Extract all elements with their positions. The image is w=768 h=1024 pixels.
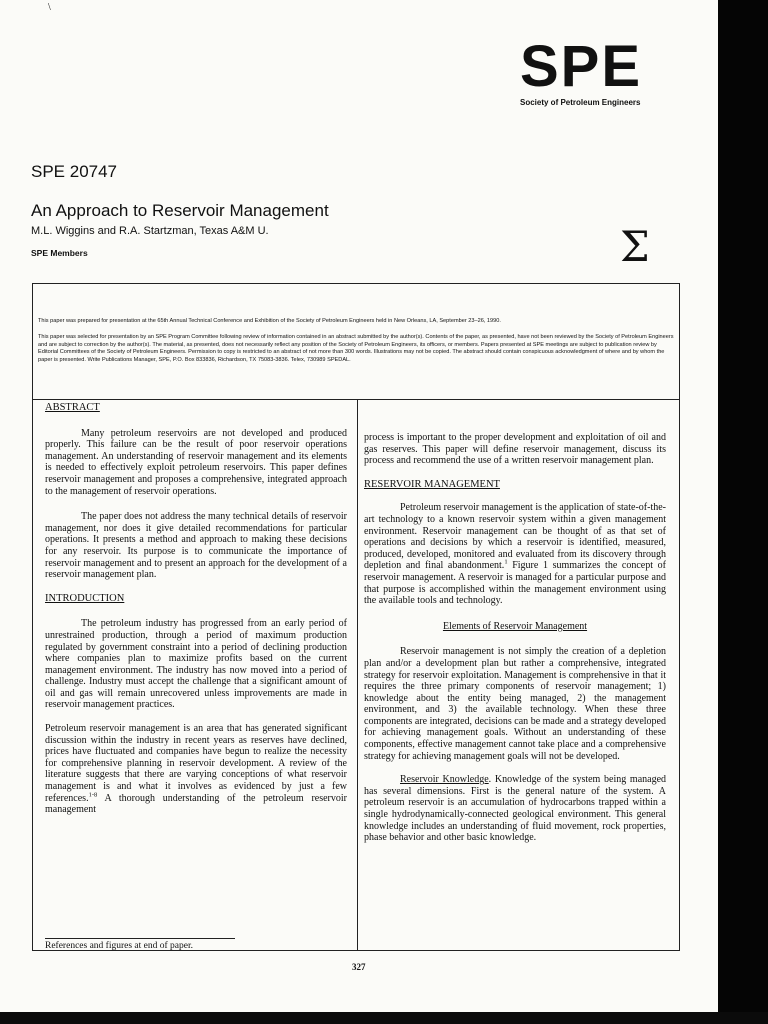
introduction-paragraph-1: The petroleum industry has progressed from an early period of unrestrained production, through a period of maximum production regulated by government constraint into a period of declining production where companies plan to maximize profits based on the current management environment. The industry has now moved into a period of challenge. Industry must accept the challenge that a significant amount of oil and gas will remain unrecovered unless improvements are made in reservoir management practices. — [45, 618, 347, 711]
elements-heading: Elements of Reservoir Management — [442, 620, 588, 632]
corner-mark: \ — [48, 2, 51, 13]
intro-p2-text: Petroleum reservoir management is an area that has generated significant discussion within the industry in recent years as reserves have declined, prices have fluctuated and companies have begun to realize the necessity for comprehensive planning in reservoir development. A review of the literature suggests that there are varying conceptions of what reservoir management is and what it involves as evidenced by just a few references. — [45, 723, 347, 804]
presentation-notice: This paper was prepared for presentation at the 65th Annual Technical Conference and Exhibition of the Society of Petroleum Engineers held in New Orleans, LA, September 23–26, 1990. — [38, 318, 501, 324]
page-number: 327 — [352, 962, 366, 972]
rm-p1-text: Petroleum reservoir management is the application of state-of-the-art technology to a known reservoir system within a given management environment. Reservoir management can be thought of as that set of operations and decisions by which a reservoir is identified, measured, produced, developed, monitored and evaluated from its discovery through depletion and final abandonment. — [364, 502, 666, 572]
elements-paragraph: Reservoir management is not simply the creation of a depletion plan and/or a development plan but rather a comprehensive, integrated strategy for reservoir exploitation. Management is comprehensive in that it requires the three primary components of reservoir management; 1) knowledge about the entity being managed, 2) the management environment, and 3) the available technology. When these three components are integrated, decisions can be made and a strategy developed for achieving management goals. Without an understanding of these components, effective management cannot take place and a comprehensive strategy for achieving management goals will not be developed. — [364, 646, 666, 762]
abstract-paragraph-1: Many petroleum reservoirs are not developed and produced properly. This failure can be the result of poor reservoir operations management. An understanding of reservoir management and its elements is needed to effectively exploit petroleum reservoirs. This paper defines reservoir management and proposes a comprehensive, integrated approach to the management of reservoir operations. — [45, 427, 347, 497]
reservoir-knowledge-paragraph — [364, 774, 666, 844]
reservoir-management-heading: RESERVOIR MANAGEMENT — [364, 478, 500, 490]
logo-subtitle: Society of Petroleum Engineers — [520, 98, 641, 107]
introduction-paragraph-2 — [45, 723, 347, 816]
reservoir-knowledge-heading: Reservoir Knowledge — [400, 774, 489, 786]
left-column — [45, 402, 347, 816]
sigma-icon: Σ — [620, 222, 650, 271]
paper-authors: M.L. Wiggins and R.A. Startzman, Texas A&M U. — [31, 225, 269, 237]
notice-divider — [32, 399, 680, 400]
paper-title: An Approach to Reservoir Management — [31, 201, 329, 220]
column-divider — [357, 399, 358, 951]
logo-text: SPE — [520, 34, 643, 99]
reservoir-management-paragraph — [364, 502, 666, 606]
footnote: References and figures at end of paper. — [45, 938, 235, 951]
paper-number: SPE 20747 — [31, 162, 118, 181]
rm-p1-tail: Figure 1 summarizes the concept of reservoir management. A reservoir is managed for a particular purpose and that purpose is accomplished within the management environment using the available tools and technology. — [364, 560, 666, 607]
copyright-notice: This paper was selected for presentation by an SPE Program Committee following review of information contained in an abstract submitted by the author(s). Contents of the paper, as presented, have not been reviewed by the Society of Petroleum Engineers and are subject to correction by the author(s). The material, as presented, does not necessarily reflect any position of the Society of Petroleum Engineers, its officers, or members. Papers presented at SPE meetings are subject to publication review by Editorial Committees of the Society of Petroleum Engineers. Permission to copy is restricted to an abstract of not more than 300 words. Illustrations may not be copied. The abstract should contain conspicuous acknowledgment of where and by whom the paper is presented. Write Publications Manager, SPE, P.O. Box 833836, Richardson, TX 75083-3836. Telex, 730989 SPEDAL. — [38, 334, 674, 363]
scan-dark-edge — [718, 0, 768, 1024]
scan-bottom-edge — [0, 1012, 768, 1024]
introduction-heading: INTRODUCTION — [45, 592, 125, 604]
intro-p2-tail: A thorough understanding of the petroleum reservoir management — [45, 792, 347, 816]
spe-logo — [520, 34, 670, 107]
reference-citation: 1 — [504, 559, 508, 567]
continuation-paragraph: process is important to the proper development and exploitation of oil and gas reserves. This paper will define reservoir management, discuss its process and recommend the use of a written reservoir management plan. — [364, 432, 666, 467]
reference-citation: 1-8 — [88, 791, 98, 799]
abstract-heading: ABSTRACT — [45, 402, 100, 413]
right-column — [364, 432, 666, 844]
rk-text: . Knowledge of the system being managed has several dimensions. First is the general nature of the system. A petroleum reservoir is an accumulation of hydrocarbons trapped within a single hydrodynamically-connected geological environment. This general knowledge includes an understanding of fluid movement, rock properties, phase behavior and other basic knowledge. — [364, 774, 667, 844]
abstract-paragraph-2: The paper does not address the many technical details of reservoir management, nor does it give detailed recommendations for particular operations. It presents a method and approach to making these decisions for any reservoir. Its purpose is to communicate the importance of reservoir management and to present an approach for the development of a reservoir management plan. — [45, 511, 347, 581]
spe-members-label: SPE Members — [31, 248, 88, 258]
